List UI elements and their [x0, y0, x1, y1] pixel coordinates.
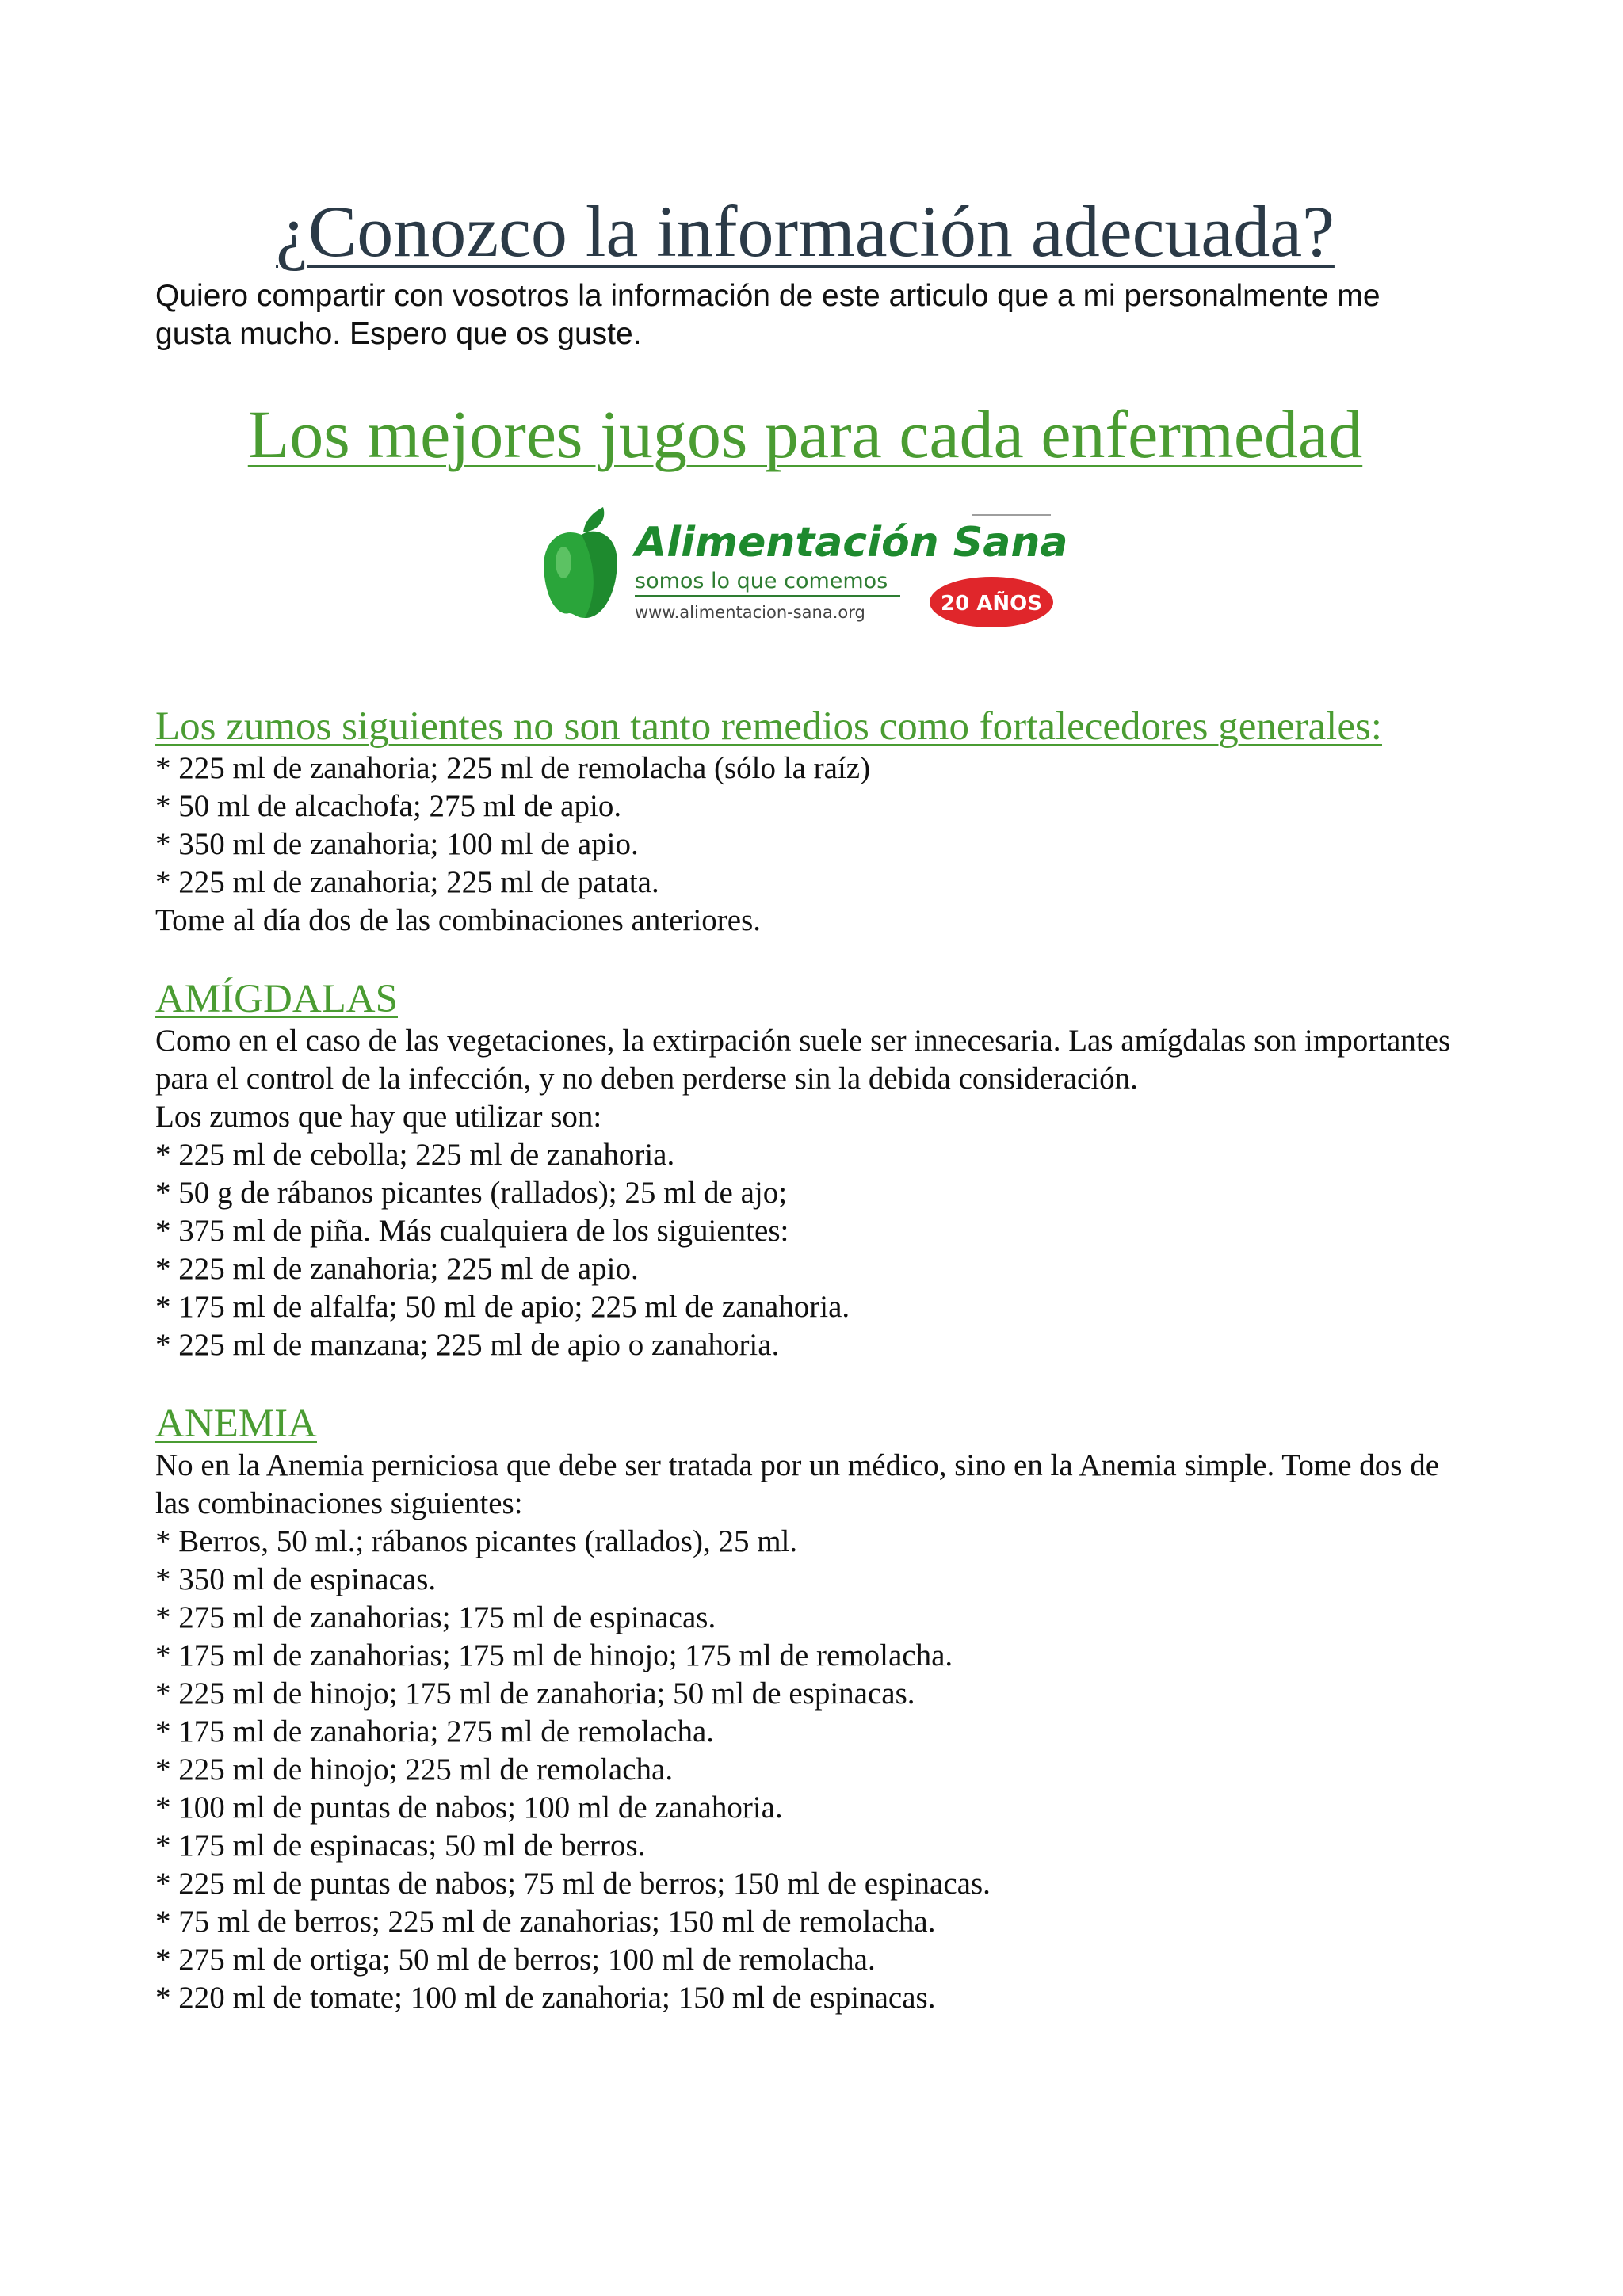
list-item: * 275 ml de zanahorias; 175 ml de espinacas.: [155, 1600, 716, 1634]
list-item: * 225 ml de hinojo; 175 ml de zanahoria; 50 ml de espinacas.: [155, 1676, 915, 1711]
list-item: * 225 ml de cebolla; 225 ml de zanahoria.: [155, 1138, 675, 1172]
section-heading: AMÍGDALAS: [155, 977, 398, 1021]
page-title: ¿Conozco la información adecuada?: [276, 191, 1335, 272]
list-item: * 175 ml de zanahorias; 175 ml de hinojo; 175 ml de remolacha.: [155, 1638, 953, 1672]
recipe-list: [155, 1523, 1455, 2017]
list-item: * 225 ml de manzana; 225 ml de apio o zanahoria.: [155, 1328, 780, 1362]
section-paragraph: No en la Anemia perniciosa que debe ser tratada por un médico, sino en la Anemia simple. Tome dos de las combinaciones siguientes:: [155, 1448, 1440, 1520]
list-item: * 350 ml de zanahoria; 100 ml de apio.: [155, 827, 639, 861]
section-paragraph: Como en el caso de las vegetaciones, la extirpación suele ser innecesaria. Las amígdalas son importantes para el control de la infección, y no deben perderse sin la debida consideración.: [155, 1024, 1451, 1096]
list-item: * 225 ml de zanahoria; 225 ml de apio.: [155, 1252, 639, 1286]
list-item: * 225 ml de puntas de nabos; 75 ml de berros; 150 ml de espinacas.: [155, 1867, 991, 1901]
logo-url-text: www.alimentacion-sana.org: [635, 603, 865, 622]
article-title: Los mejores jugos para cada enfermedad: [247, 396, 1363, 472]
list-item: * 75 ml de berros; 225 ml de zanahorias; 150 ml de remolacha.: [155, 1905, 936, 1939]
alimentacion-sana-logo: [528, 491, 1083, 642]
list-item: * 100 ml de puntas de nabos; 100 ml de zanahoria.: [155, 1791, 783, 1825]
list-item: * 220 ml de tomate; 100 ml de zanahoria; 150 ml de espinacas.: [155, 1981, 936, 2015]
section-heading: ANEMIA: [155, 1402, 317, 1446]
list-item: * 350 ml de espinacas.: [155, 1562, 437, 1596]
list-item: * 225 ml de hinojo; 225 ml de remolacha.: [155, 1753, 674, 1787]
logo-tagline-text: somos lo que comemos: [635, 569, 888, 593]
section-general: [155, 704, 1455, 940]
list-item: * 225 ml de zanahoria; 225 ml de remolacha (sólo la raíz): [155, 751, 871, 785]
list-item: * 275 ml de ortiga; 50 ml de berros; 100 ml de remolacha.: [155, 1943, 876, 1977]
section-anemia: [155, 1401, 1455, 2017]
recipe-list: [155, 1136, 1455, 1364]
section-amigdalas: [155, 976, 1455, 1364]
section-heading: Los zumos siguientes no son tanto remedios como fortalecedores generales:: [155, 704, 1382, 749]
list-item: * 225 ml de zanahoria; 225 ml de patata.: [155, 865, 659, 899]
list-item: * 175 ml de alfalfa; 50 ml de apio; 225 ml de zanahoria.: [155, 1290, 850, 1324]
list-item: * Berros, 50 ml.; rábanos picantes (rallados), 25 ml.: [155, 1524, 798, 1558]
section-footer-text: Tome al día dos de las combinaciones anteriores.: [155, 903, 762, 937]
logo-container: [155, 491, 1455, 642]
document-page: [155, 190, 1455, 2017]
list-item: * 175 ml de espinacas; 50 ml de berros.: [155, 1829, 646, 1863]
intro-paragraph: Quiero compartir con vosotros la información de este articulo que a mi personalmente me gusta mucho. Espero que os guste.: [155, 279, 1381, 351]
list-item: * 175 ml de zanahoria; 275 ml de remolacha.: [155, 1714, 715, 1749]
logo-brand-text: Alimentación Sana: [635, 519, 1068, 566]
logo-badge-text: 20 AÑOS: [941, 592, 1042, 616]
list-item: * 50 g de rábanos picantes (rallados); 25 ml de ajo;: [155, 1176, 788, 1210]
apple-icon: [544, 507, 617, 618]
list-item: * 50 ml de alcachofa; 275 ml de apio.: [155, 789, 622, 823]
list-item: * 375 ml de piña. Más cualquiera de los siguientes:: [155, 1214, 789, 1248]
anniversary-badge: [930, 577, 1053, 627]
recipe-list: [155, 749, 1455, 902]
section-paragraph: Los zumos que hay que utilizar son:: [155, 1100, 602, 1134]
